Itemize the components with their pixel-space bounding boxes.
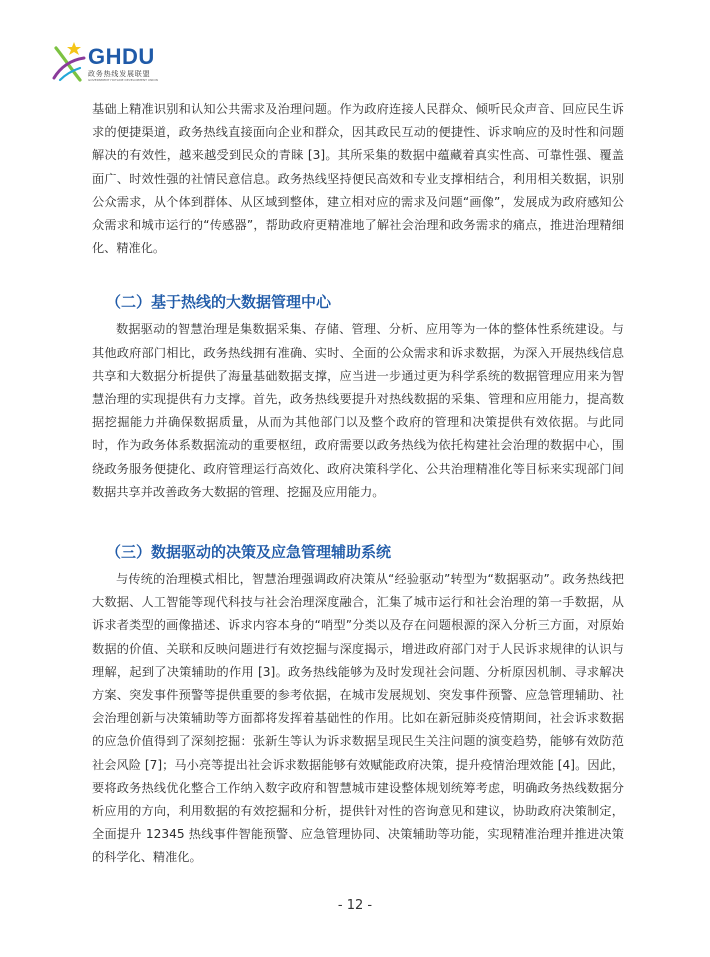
section-heading-2: （二）基于热线的大数据管理中心 <box>106 293 332 312</box>
ghdu-logo <box>50 40 210 84</box>
ghdu-logo-icon <box>50 40 90 84</box>
main-content <box>92 98 624 870</box>
paragraph-1: 基础上精准识别和认知公共需求及治理问题。作为政府连接人民群众、倾听民众声音、回应民生诉求的便捷渠道，政务热线直接面向企业和群众，因其政民互动的便捷性、诉求响应的及时性和问题解决的有效性，越来越受到民众的青睐 [3]。其所采集的数据中蕴藏着真实性高、可靠性强、覆盖面广、时效性强的社情民意信息。政务热线坚持便民高效和专业支撑相结合，利用相关数据，识别公众需求，从个体到群体、从区域到整体，建立相对应的需求及问题“画像”，发展成为政府感知公众需求和城市运行的“传感器”，帮助政府更精准地了解社会治理和政务需求的痛点，推进治理精细化、精准化。 <box>92 102 624 256</box>
logo-wordmark: GHDU <box>88 44 155 69</box>
page-number: - 12 - <box>337 898 373 913</box>
logo-subtitle: 政务热线发展联盟 <box>88 70 151 78</box>
logo-english-subtitle: GOVERNMENT HOTLINE DEVELOPMENT UNION <box>88 78 158 82</box>
paragraph-2: 数据驱动的智慧治理是集数据采集、存储、管理、分析、应用等为一体的整体性系统建设。与其他政府部门相比，政务热线拥有准确、实时、全面的公众需求和诉求数据，为深入开展热线信息共享和大数据分析提供了海量基础数据支撑，应当进一步通过更为科学系统的数据管理应用来为智慧治理的实现提供有力支撑。首先，政务热线要提升对热线数据的采集、管理和应用能力，提高数据挖掘能力并确保数据质量，从而为其他部门以及整个政府的管理和决策提供有效依据。与此同时，作为政务体系数据流动的重要枢纽，政府需要以政务热线为依托构建社会治理的数据中心，围绕政务服务便捷化、政府管理运行高效化、政府决策科学化、公共治理精准化等目标来实现部门间数据共享并改善政务大数据的管理、挖掘及应用能力。 <box>92 322 624 499</box>
paragraph-3: 与传统的治理模式相比，智慧治理强调政府决策从“经验驱动”转型为“数据驱动”。政务热线把大数据、人工智能等现代科技与社会治理深度融合，汇集了城市运行和社会治理的第一手数据，从诉求者类型的画像描述、诉求内容本身的“哨型”分类以及存在问题根源的深入分析三方面，对原始数据的价值、关联和反映问题进行有效挖掘与深度揭示，增进政府部门对于人民诉求规律的认识与理解，起到了决策辅助的作用 [3]。政务热线能够为及时发现社会问题、分析原因机制、寻求解决方案、突发事件预警等提供重要的参考依据，在城市发展规划、突发事件预警、应急管理辅助、社会治理创新与决策辅助等方面都将发挥着基础性的作用。比如在新冠肺炎疫情期间，社会诉求数据的应急价值得到了深刻挖掘：张新生等认为诉求数据呈现民生关注问题的演变趋势，能够有效防范社会风险 [7]；马小亮等提出社会诉求数据能够有效赋能政府决策，提升疫情治理效能 [4]。因此，要将政务热线优化整合工作纳入数字政府和智慧城市建设整体规划统筹考虑，明确政务热线数据分析应用的方向，利用数据的有效挖掘和分析，提供针对性的咨询意见和建议，协助政府决策制定，全面提升 12345 热线事件智能预警、应急管理协同、决策辅助等功能，实现精准治理并推进决策的科学化、精准化。 <box>92 572 624 865</box>
section-heading-3: （三）数据驱动的决策及应急管理辅助系统 <box>106 543 392 562</box>
